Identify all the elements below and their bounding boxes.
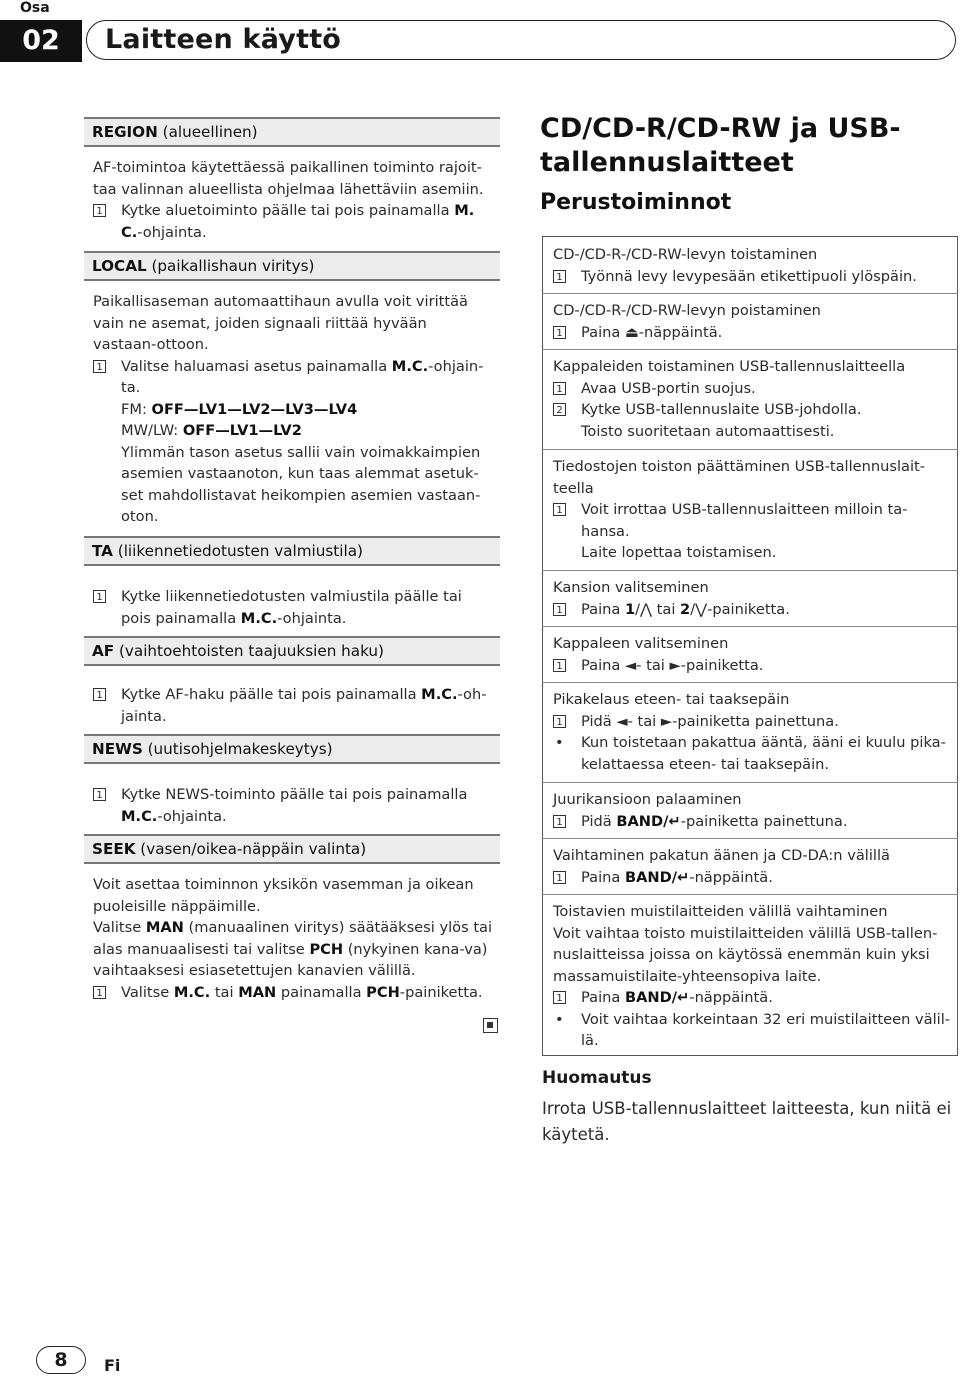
seek-heading: SEEK (vasen/oikea-näppäin valinta) <box>84 834 500 864</box>
af-section <box>93 684 493 727</box>
region-section <box>93 157 493 243</box>
op-title: Juurikansioon palaaminen <box>553 791 742 808</box>
op-title: Kansion valitseminen <box>553 579 709 596</box>
op-step: 1 Paina 1/⋀ tai 2/⋁-painiketta. <box>553 599 951 621</box>
step-number-icon: 1 <box>93 788 106 801</box>
ta-section <box>93 586 493 629</box>
step-number-icon: 1 <box>553 382 566 395</box>
divider <box>542 782 958 783</box>
divider <box>542 682 958 683</box>
divider <box>542 293 958 294</box>
step-number-icon: 1 <box>93 360 106 373</box>
op-title: Toistavien muistilaitteiden välillä vaihtaminen <box>553 903 888 920</box>
op-bullet: • Voit vaihtaa korkeintaan 32 eri muistilaitteen välil-lä. <box>553 1009 951 1052</box>
step-number-icon: 1 <box>93 590 106 603</box>
local-text: Paikallisaseman automaattihaun avulla voit virittää vain ne asemat, joiden signaali riittää hyvään vastaan-ottoon. <box>93 293 468 353</box>
region-text: AF-toimintoa käytettäessä paikallinen toiminto rajoit-taa valinnan alueellista ohjelmaa lähettäviin asemiin. <box>93 159 484 198</box>
step-number-icon: 1 <box>93 986 106 999</box>
eject-icon: ⏏ <box>624 323 639 341</box>
af-step: 1 Kytke AF-haku päälle tai pois painamalla M.C.-oh-jainta. <box>93 684 493 727</box>
step-number-icon: 1 <box>553 715 566 728</box>
step-number-icon: 1 <box>553 871 566 884</box>
section-heading: CD/CD-R/CD-RW ja USB-tallennuslaitteet <box>540 113 901 178</box>
op-play-usb <box>553 356 951 442</box>
news-step: 1 Kytke NEWS-toiminto päälle tai pois painamalla M.C.-ohjainta. <box>93 784 493 827</box>
return-icon: ↵ <box>677 989 690 1006</box>
op-step: 1 Paina BAND/↵-näppäintä. <box>553 867 951 889</box>
local-heading: LOCAL (paikallishaun viritys) <box>84 251 500 281</box>
op-title: Tiedostojen toiston päättäminen USB-tallennuslait-teella <box>553 458 926 497</box>
ta-heading: TA (liikennetiedotusten valmiustila) <box>84 536 500 566</box>
op-title: Kappaleiden toistaminen USB-tallennuslaitteella <box>553 358 906 375</box>
page-title: Laitteen käyttö <box>105 24 342 55</box>
language-code: Fi <box>104 1356 121 1375</box>
op-title: Vaihtaminen pakatun äänen ja CD-DA:n välillä <box>553 847 890 864</box>
region-step: 1 Kytke aluetoiminto päälle tai pois painamalla M. C.-ohjainta. <box>93 200 493 243</box>
op-title: Pikakelaus eteen- tai taaksepäin <box>553 691 790 708</box>
part-label: Osa <box>20 0 50 16</box>
divider <box>542 838 958 839</box>
op-text: Voit vaihtaa toisto muistilaitteiden välillä USB-tallen-nuslaitteissa joissa on käytössä enemmän kuin yksi massamuistilaite-yhteensopiva laite. <box>553 924 938 985</box>
region-heading: REGION (alueellinen) <box>84 117 500 147</box>
return-icon: ↵ <box>668 812 681 830</box>
seek-step: 1 Valitse M.C. tai MAN painamalla PCH-painiketta. <box>93 982 493 1004</box>
section-end-icon <box>483 1018 498 1033</box>
step-number-icon: 1 <box>553 503 566 516</box>
op-switch-audio <box>553 845 951 888</box>
local-note: Ylimmän tason asetus sallii vain voimakkaimpien asemien vastaanoton, kun taas alemmat asetuk-set mahdollistavat heikompien asemien vastaan-oton. <box>121 443 481 525</box>
local-fm-values: FM: OFF—LV1—LV2—LV3—LV4 <box>121 400 358 418</box>
news-section <box>93 784 493 827</box>
section-number: 02 <box>0 20 82 62</box>
step-number-icon: 1 <box>553 326 566 339</box>
op-step: 2 Kytke USB-tallennuslaite USB-johdolla. <box>553 399 951 421</box>
op-step: 1 Paina ⏏-näppäintä. <box>553 322 951 344</box>
op-stop-usb <box>553 456 951 564</box>
op-title: CD-/CD-R-/CD-RW-levyn poistaminen <box>553 302 821 319</box>
op-step: 1 Pidä ◄- tai ►-painiketta painettuna. <box>553 711 951 733</box>
divider <box>542 626 958 627</box>
op-select-track <box>553 633 951 676</box>
note-title: Huomautus <box>542 1068 652 1088</box>
step-number-icon: 2 <box>553 403 566 416</box>
step-number-icon: 1 <box>553 815 566 828</box>
step-number-icon: 1 <box>553 270 566 283</box>
af-heading: AF (vaihtoehtoisten taajuuksien haku) <box>84 636 500 666</box>
op-step: 1 Pidä BAND/↵-painiketta painettuna. <box>553 811 951 833</box>
op-eject-disc <box>553 300 951 343</box>
op-select-folder <box>553 577 951 620</box>
step-number-icon: 1 <box>93 204 106 217</box>
seek-text-1: Voit asettaa toiminnon yksikön vasemman ja oikean puoleisille näppäimille. <box>93 876 474 915</box>
local-mw-values: MW/LW: OFF—LV1—LV2 <box>121 422 302 439</box>
op-root-folder <box>553 789 951 832</box>
op-note: Laite lopettaa toistamisen. <box>581 544 777 561</box>
return-icon: ↵ <box>677 868 690 886</box>
op-note: Toisto suoritetaan automaattisesti. <box>581 422 835 440</box>
step-number-icon: 1 <box>553 991 566 1004</box>
seek-text-2: Valitse MAN (manuaalinen viritys) säätääksesi ylös tai alas manuaalisesti tai valitse PCH (nykyinen kana-va) vaihtaaksesi esiasetettujen kanavien välillä. <box>93 919 493 979</box>
step-number-icon: 1 <box>553 603 566 616</box>
op-step: 1 Paina BAND/↵-näppäintä. <box>553 987 951 1009</box>
step-number-icon: 1 <box>553 659 566 672</box>
op-play-disc <box>553 244 951 287</box>
note-text: Irrota USB-tallennuslaitteet laitteesta, kun niitä ei käytetä. <box>542 1099 952 1144</box>
op-step: 1 Avaa USB-portin suojus. <box>553 378 951 400</box>
op-step: 1 Työnnä levy levypesään etikettipuoli ylöspäin. <box>553 266 951 288</box>
local-step: 1 Valitse haluamasi asetus painamalla M.C.-ohjain-ta. <box>93 356 493 399</box>
divider <box>542 449 958 450</box>
op-fast-forward <box>553 689 951 775</box>
op-title: Kappaleen valitseminen <box>553 635 729 652</box>
divider <box>542 349 958 350</box>
divider <box>542 570 958 571</box>
news-heading: NEWS (uutisohjelmakeskeytys) <box>84 734 500 764</box>
op-title: CD-/CD-R-/CD-RW-levyn toistaminen <box>553 246 818 263</box>
seek-section <box>93 874 493 1003</box>
op-switch-memory <box>553 901 951 1052</box>
op-bullet: • Kun toistetaan pakattua ääntä, ääni ei kuulu pika-kelattaessa eteen- tai taaksepäin. <box>553 732 951 775</box>
step-number-icon: 1 <box>93 688 106 701</box>
op-step: 1 Voit irrottaa USB-tallennuslaitteen milloin ta-hansa. <box>553 499 951 542</box>
local-section <box>93 291 493 528</box>
divider <box>542 894 958 895</box>
subsection-heading: Perustoiminnot <box>540 190 732 215</box>
page-number: 8 <box>36 1346 86 1374</box>
op-step: 1 Paina ◄- tai ►-painiketta. <box>553 655 951 677</box>
ta-step: 1 Kytke liikennetiedotusten valmiustila päälle tai pois painamalla M.C.-ohjainta. <box>93 586 493 629</box>
